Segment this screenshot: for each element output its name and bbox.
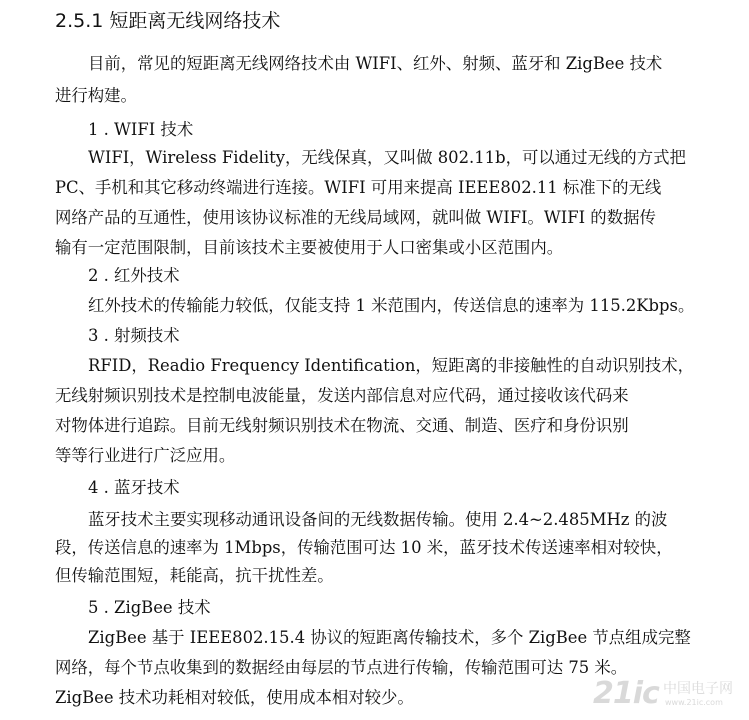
bluetooth-line-1: 蓝牙技术主要实现移动通讯设备间的无线数据传输。使用 2.4~2.485MHz 的波 bbox=[88, 510, 668, 529]
bluetooth-line-3: 但传输范围短，耗能高，抗干扰性差。 bbox=[55, 566, 334, 585]
wifi-section-title: 1 . WIFI 技术 bbox=[88, 120, 194, 139]
site-watermark bbox=[593, 674, 743, 714]
section-heading: 2.5.1 短距离无线网络技术 bbox=[55, 10, 281, 32]
rf-line-4: 等等行业进行广泛应用。 bbox=[55, 446, 236, 465]
zigbee-line-3: ZigBee 技术功耗相对较低，使用成本相对较少。 bbox=[55, 688, 414, 707]
bluetooth-line-2: 段，传送信息的速率为 1Mbps，传输范围可达 10 米，蓝牙技术传送速率相对较快， bbox=[55, 538, 673, 557]
wifi-line-2: PC、手机和其它移动终端进行连接。WIFI 可用来提高 IEEE802.11 标准下的无线 bbox=[55, 178, 662, 197]
rf-section-title: 3 . 射频技术 bbox=[88, 326, 180, 345]
intro-line-2: 进行构建。 bbox=[55, 86, 137, 105]
watermark-text: 中国电子网 bbox=[663, 681, 733, 697]
zigbee-line-2: 网络，每个节点收集到的数据经由每层的节点进行传输，传输范围可达 75 米。 bbox=[55, 658, 628, 677]
rf-line-1: RFID，Readio Frequency Identification，短距离的非接触性的自动识别技术， bbox=[88, 356, 695, 375]
wifi-line-4: 输有一定范围限制，目前该技术主要被使用于人口密集或小区范围内。 bbox=[55, 238, 564, 257]
zigbee-line-1: ZigBee 基于 IEEE802.15.4 协议的短距离传输技术，多个 ZigBee 节点组成完整 bbox=[88, 628, 691, 647]
watermark-logo: 21ic bbox=[593, 676, 659, 711]
zigbee-section-title: 5 . ZigBee 技术 bbox=[88, 598, 211, 617]
rf-line-3: 对物体进行追踪。目前无线射频识别技术在物流、交通、制造、医疗和身份识别 bbox=[55, 416, 629, 435]
infrared-line-1: 红外技术的传输能力较低，仅能支持 1 米范围内，传送信息的速率为 115.2Kbps。 bbox=[88, 296, 695, 315]
wifi-line-3: 网络产品的互通性，使用该协议标准的无线局域网，就叫做 WIFI。WIFI 的数据传 bbox=[55, 208, 656, 227]
infrared-section-title: 2 . 红外技术 bbox=[88, 266, 180, 285]
bluetooth-section-title: 4 . 蓝牙技术 bbox=[88, 478, 180, 497]
rf-line-2: 无线射频识别技术是控制电波能量，发送内部信息对应代码，通过接收该代码来 bbox=[55, 386, 629, 405]
watermark-url: www.21ic.com bbox=[665, 698, 723, 707]
wifi-line-1: WIFI，Wireless Fidelity，无线保真，又叫做 802.11b，可以通过无线的方式把 bbox=[88, 148, 686, 167]
intro-line-1: 目前，常见的短距离无线网络技术由 WIFI、红外、射频、蓝牙和 ZigBee 技术 bbox=[88, 54, 663, 73]
